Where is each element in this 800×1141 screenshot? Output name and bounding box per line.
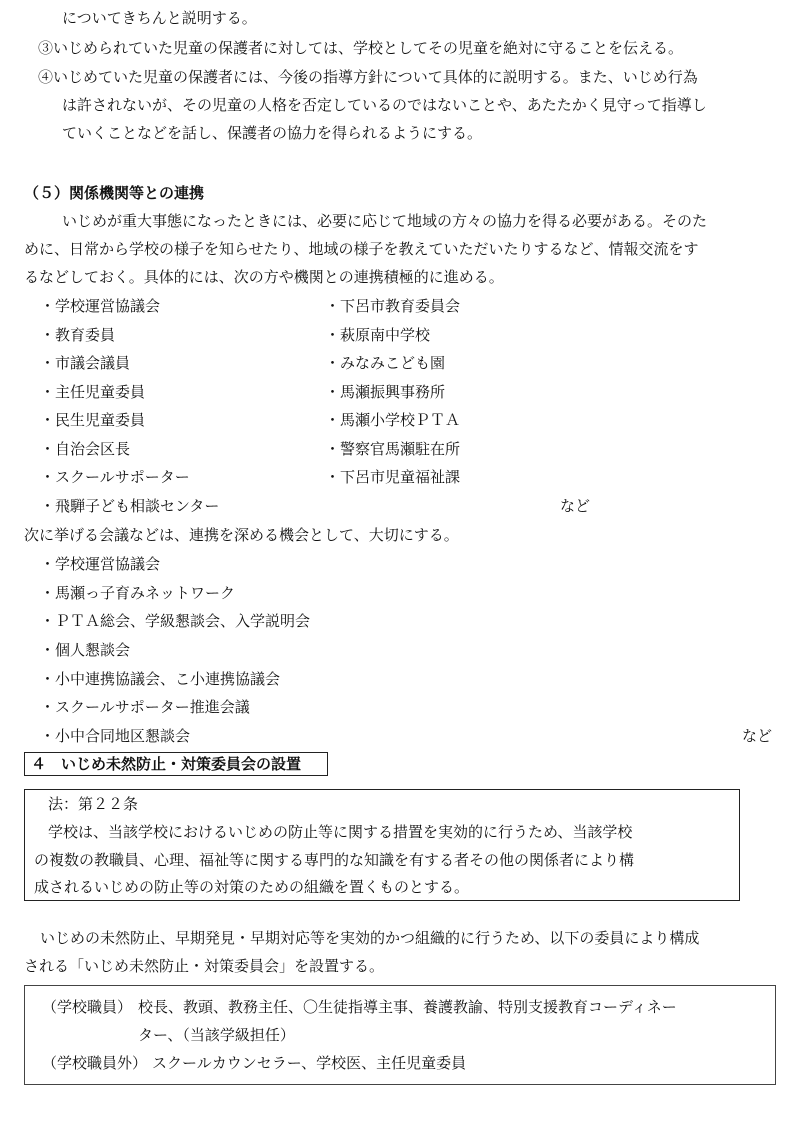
list-item: ・スクールサポーター xyxy=(40,468,190,486)
list-item: ・馬瀬振興事務所 xyxy=(325,383,446,401)
paragraph-line: される「いじめ未然防止・対策委員会」を設置する。 xyxy=(24,957,385,975)
list-item: ・自治会区長 xyxy=(40,440,131,458)
list-item: ・飛騨子ども相談センター xyxy=(40,497,220,515)
list-item: ・馬瀬小学校ＰＴＡ xyxy=(325,411,461,429)
list-item: ・教育委員 xyxy=(40,326,116,344)
list-item: ・民生児童委員 xyxy=(40,411,146,429)
meeting-item: ・小中連携協議会、こ小連携協議会 xyxy=(40,670,281,688)
list-item: ・萩原南中学校 xyxy=(325,326,431,344)
paragraph-line: いじめが重大事態になったときには、必要に応じて地域の方々の協力を得る必要がある。そのた xyxy=(62,212,708,230)
list-item-3: ③いじめられていた児童の保護者に対しては、学校としてその児童を絶対に守ることを伝える。 xyxy=(38,39,684,57)
members-staff-label: （学校職員） xyxy=(42,998,133,1016)
meeting-item: ・ＰＴＡ総会、学級懇談会、入学説明会 xyxy=(40,612,311,630)
list-item-4-cont: ていくことなどを話し、保護者の協力を得られるようにする。 xyxy=(62,124,483,142)
list-item: ・みなみこども園 xyxy=(325,354,446,372)
list-item: ・主任児童委員 xyxy=(40,383,146,401)
list-item: ・下呂市児童福祉課 xyxy=(325,468,461,486)
law-title: 法：第２２条 xyxy=(48,795,139,813)
law-text-line: の複数の教職員、心理、福祉等に関する専門的な知識を有する者その他の関係者により構 xyxy=(34,851,635,869)
list-item: ・警察官馬瀬駐在所 xyxy=(325,440,461,458)
paragraph-line: いじめの未然防止、早期発見・早期対応等を実効的かつ組織的に行うため、以下の委員により構成 xyxy=(40,929,700,947)
list-item-4: ④いじめていた児童の保護者には、今後の指導方針について具体的に説明する。また、いじめ行為 xyxy=(38,68,698,86)
paragraph-line: るなどしておく。具体的には、次の方や機関との連携積極的に進める。 xyxy=(24,268,504,286)
law-text-line: 成されるいじめの防止等の対策のための組織を置くものとする。 xyxy=(34,878,470,896)
meeting-item: ・スクールサポーター推進会議 xyxy=(40,698,250,716)
section-heading: ４ いじめ未然防止・対策委員会の設置 xyxy=(31,755,302,773)
etc-label: など xyxy=(742,727,773,745)
law-text-line: 学校は、当該学校におけるいじめの防止等に関する措置を実効的に行うため、当該学校 xyxy=(48,823,633,841)
paragraph-line: めに、日常から学校の様子を知らせたり、地域の様子を教えていただいたりするなど、情報交流をす xyxy=(24,240,699,258)
members-staff-list-cont: ター、（当該学級担任） xyxy=(138,1026,295,1044)
list-item-4-cont: は許されないが、その児童の人格を否定しているのではないことや、あたたかく見守って指導し xyxy=(62,96,707,114)
list-item: ・下呂市教育委員会 xyxy=(325,297,461,315)
list-item: ・市議会議員 xyxy=(40,354,131,372)
list-item: ・学校運営協議会 xyxy=(40,297,161,315)
etc-label: など xyxy=(560,497,591,515)
meeting-item: ・個人懇談会 xyxy=(40,641,131,659)
paragraph-line: 次に挙げる会議などは、連携を深める機会として、大切にする。 xyxy=(24,526,459,544)
section-heading: （５）関係機関等との連携 xyxy=(24,184,205,202)
meeting-item: ・馬瀬っ子育みネットワーク xyxy=(40,584,236,602)
text-line: についてきちんと説明する。 xyxy=(62,9,257,27)
members-outside-label: （学校職員外） xyxy=(42,1054,148,1072)
members-staff-list: 校長、教頭、教務主任、〇生徒指導主事、養護教諭、特別支援教育コーディネー xyxy=(138,998,677,1016)
meeting-item: ・小中合同地区懇談会 xyxy=(40,727,191,745)
members-outside-list: スクールカウンセラー、学校医、主任児童委員 xyxy=(152,1054,467,1072)
meeting-item: ・学校運営協議会 xyxy=(40,555,161,573)
